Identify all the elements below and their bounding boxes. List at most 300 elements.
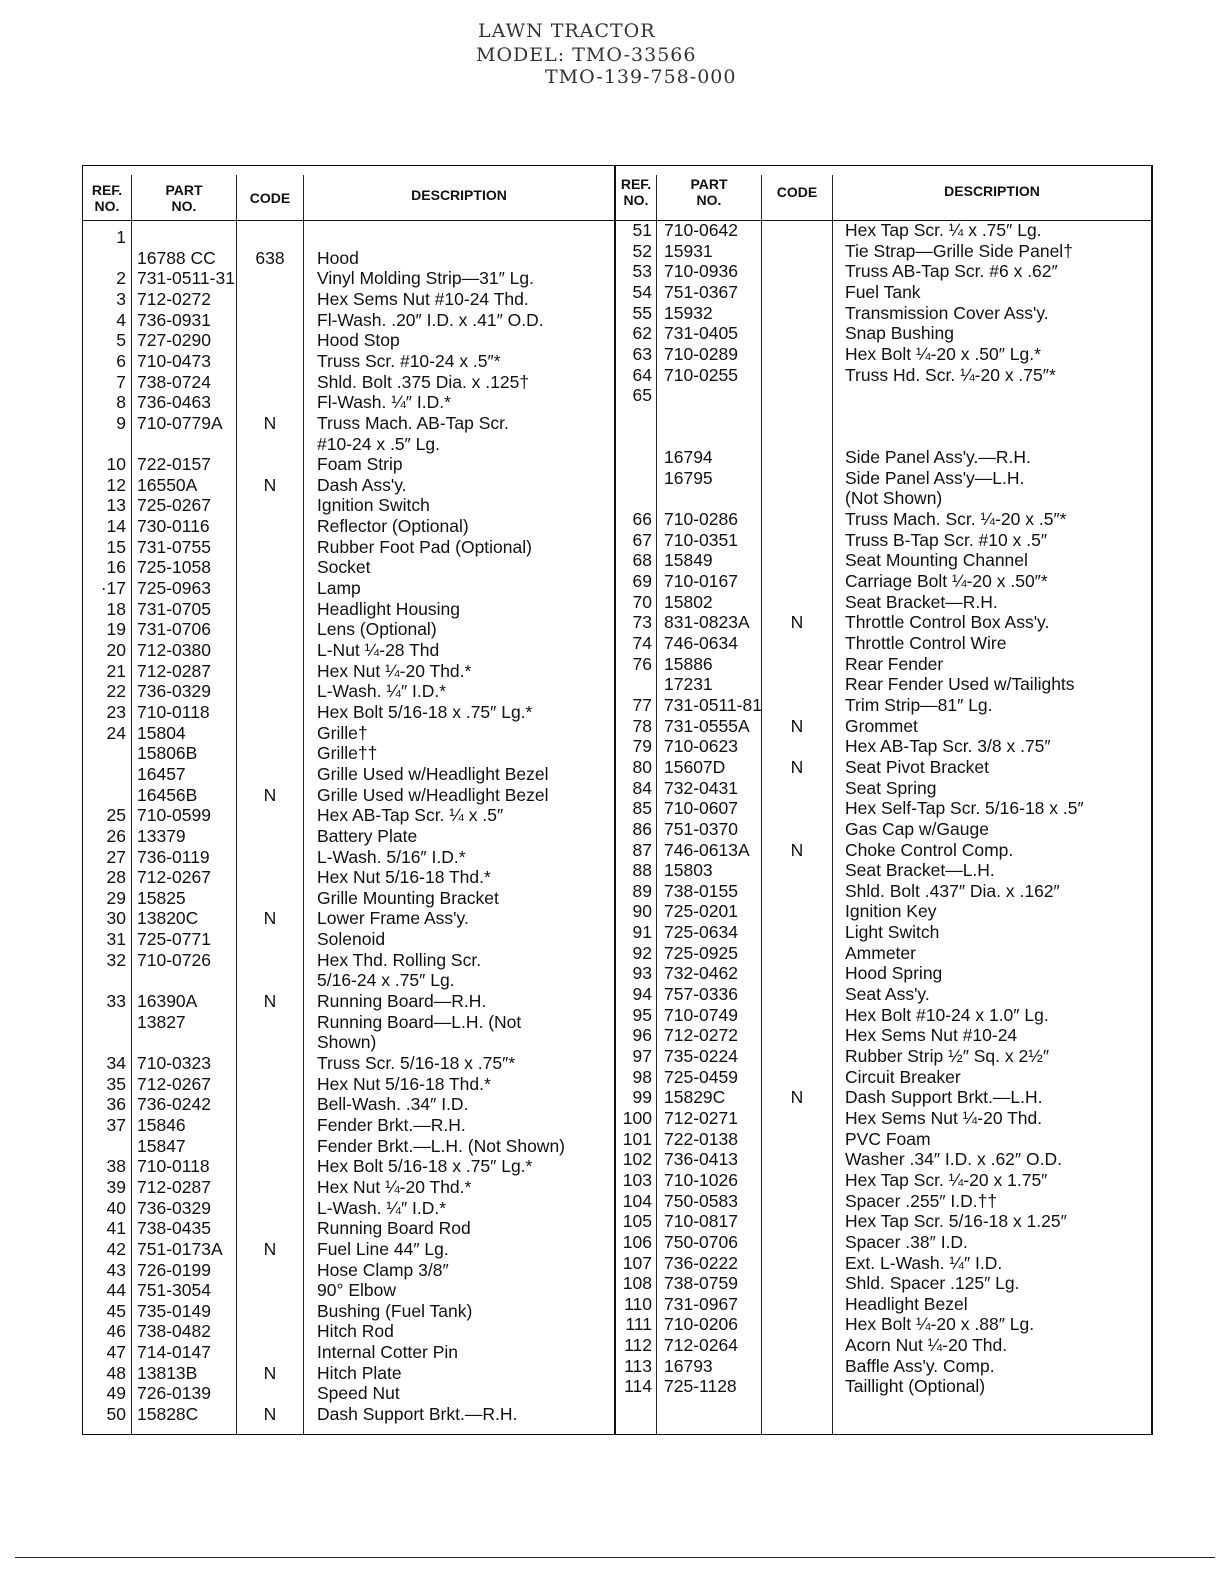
part-description: Hex Bolt #10-24 x 1.0″ Lg. — [845, 1004, 1049, 1025]
ref-number: 95 — [632, 1004, 652, 1025]
ref-number: 20 — [106, 640, 126, 660]
part-number: 731-0405 — [664, 323, 738, 344]
ref-number: 16 — [106, 557, 126, 578]
part-number: 710-0118 — [137, 701, 210, 722]
ref-number: 78 — [632, 715, 652, 736]
part-description: L-Nut ¼-28 Thd — [317, 640, 440, 660]
header-part-no — [657, 176, 761, 208]
part-number: 15804 — [137, 722, 186, 743]
part-number: 730-0116 — [137, 516, 210, 537]
header-description: DESCRIPTION — [944, 183, 1040, 199]
ref-number: 63 — [632, 343, 652, 364]
part-number: 13827 — [137, 1011, 186, 1032]
part-number: 725-1058 — [137, 557, 211, 578]
part-number: 15825 — [137, 887, 186, 908]
part-number: 736-0329 — [137, 681, 211, 702]
part-number: 736-0222 — [664, 1252, 738, 1273]
ref-number: 3 — [116, 288, 126, 309]
part-description: Ammeter — [845, 942, 916, 963]
part-number: 16457 — [137, 763, 186, 784]
part-number: 722-0138 — [664, 1128, 738, 1149]
part-number: 725-0925 — [664, 942, 738, 963]
part-description: Hex Bolt 5/16-18 x .75″ Lg.* — [317, 1156, 533, 1177]
ref-number: 53 — [632, 261, 652, 282]
ref-number: 87 — [632, 839, 652, 860]
header-ref-line1: REF. — [91, 182, 123, 198]
part-code: N — [263, 784, 277, 805]
part-description: PVC Foam — [845, 1128, 931, 1149]
part-description: Dash Support Brkt.—R.H. — [317, 1404, 518, 1425]
part-number: 710-0118 — [137, 1156, 210, 1177]
ref-number: 64 — [632, 364, 652, 385]
part-description: Hood Stop — [317, 330, 400, 351]
part-number: 726-0199 — [137, 1259, 211, 1280]
header-ref-no — [616, 176, 656, 208]
ref-number: 112 — [624, 1335, 652, 1356]
header-ref-line2: NO. — [94, 198, 120, 214]
part-code: N — [790, 839, 804, 860]
part-description: Seat Bracket—L.H. — [845, 860, 995, 881]
part-number: 710-0289 — [664, 343, 738, 364]
part-description: Acorn Nut ¼-20 Thd. — [845, 1335, 1008, 1356]
ref-number: 42 — [106, 1238, 126, 1259]
part-description: Hood — [317, 247, 359, 268]
part-number: 712-0380 — [137, 640, 211, 660]
doc-title: LAWN TRACTOR — [478, 20, 656, 42]
ref-number: 107 — [622, 1252, 652, 1273]
part-description: Dash Support Brkt.—L.H. — [845, 1087, 1043, 1108]
part-number: 710-0817 — [664, 1211, 738, 1232]
ref-number: 55 — [632, 302, 652, 323]
ref-number: 113 — [624, 1355, 652, 1376]
ref-number: 62 — [632, 323, 652, 344]
header-description: DESCRIPTION — [411, 187, 507, 203]
ref-number: 34 — [106, 1053, 126, 1073]
part-description: Hex Bolt ¼-20 x .88″ Lg. — [845, 1314, 1035, 1335]
ref-number: 74 — [632, 633, 652, 653]
ref-number: 77 — [632, 694, 652, 715]
part-number: 712-0287 — [137, 1176, 211, 1197]
part-description: Spacer .38″ I.D. — [845, 1231, 968, 1252]
part-description: Tie Strap—Grille Side Panel† — [845, 240, 1073, 261]
ref-number: 14 — [106, 516, 126, 537]
part-description: Fuel Tank — [845, 281, 921, 302]
part-description: Foam Strip — [317, 454, 403, 475]
header-ref-line2: NO. — [623, 192, 649, 208]
part-number: 738-0724 — [137, 371, 211, 392]
part-description: L-Wash. ¼″ I.D.* — [317, 1197, 447, 1218]
part-description: Hex AB-Tap Scr. 3/8 x .75″ — [845, 736, 1051, 757]
part-number: 710-0286 — [664, 509, 738, 530]
part-description: Hex Thd. Rolling Scr. — [317, 949, 482, 970]
part-code: N — [790, 715, 804, 736]
part-code: N — [263, 474, 277, 495]
ref-number: 9 — [116, 412, 126, 433]
ref-number: 48 — [106, 1362, 126, 1383]
part-number: 710-1026 — [664, 1169, 738, 1190]
part-description: Hose Clamp 3/8″ — [317, 1259, 449, 1280]
part-number: 16795 — [664, 467, 713, 488]
part-description: Ext. L-Wash. ¼″ I.D. — [845, 1252, 1003, 1273]
part-description: Truss Hd. Scr. ¼-20 x .75″* — [845, 364, 1056, 385]
ref-number: 10 — [106, 454, 126, 475]
part-description: 5/16-24 x .75″ Lg. — [317, 970, 455, 991]
ref-number: 24 — [106, 722, 126, 743]
part-number: 710-0607 — [664, 798, 738, 819]
part-description: Hex Tap Scr. ¼ x .75″ Lg. — [845, 220, 1042, 240]
part-code: N — [790, 612, 804, 633]
ref-number: 12 — [106, 474, 126, 495]
part-number: 710-0167 — [664, 571, 738, 592]
ref-number: 27 — [106, 846, 126, 867]
ref-number: 73 — [632, 612, 652, 633]
part-number: 738-0759 — [664, 1273, 738, 1294]
part-description: 90° Elbow — [317, 1280, 396, 1301]
page-bottom-rule — [15, 1557, 1215, 1558]
ref-number: 46 — [106, 1321, 126, 1342]
part-number: 750-0583 — [664, 1190, 738, 1211]
part-description: Dash Ass'y. — [317, 474, 407, 495]
part-description: Baffle Ass'y. Comp. — [845, 1355, 995, 1376]
ref-number: 19 — [106, 619, 126, 640]
part-number: 13379 — [137, 825, 186, 846]
part-description: Lower Frame Ass'y. — [317, 908, 469, 929]
part-description: Hex Self-Tap Scr. 5/16-18 x .5″ — [845, 798, 1084, 819]
part-number: 15886 — [664, 653, 713, 674]
part-description: Grille Used w/Headlight Bezel — [317, 763, 549, 784]
part-description: Shld. Bolt .437″ Dia. x .162″ — [845, 880, 1060, 901]
part-code: 638 — [255, 247, 285, 268]
part-description: Transmission Cover Ass'y. — [845, 302, 1049, 323]
part-number: 15828C — [137, 1404, 199, 1425]
part-number: 710-0726 — [137, 949, 211, 970]
part-description: Running Board—R.H. — [317, 991, 487, 1012]
ref-number: 37 — [106, 1114, 126, 1135]
ref-number: 41 — [106, 1218, 126, 1239]
header-part-no — [132, 182, 236, 214]
ref-number: 97 — [632, 1046, 652, 1066]
ref-number: 49 — [106, 1383, 126, 1404]
part-description: Seat Ass'y. — [845, 984, 930, 1005]
ref-number: 39 — [106, 1176, 126, 1197]
part-description: Hex Bolt 5/16-18 x .75″ Lg.* — [317, 701, 533, 722]
part-number: 712-0267 — [137, 1073, 211, 1094]
part-description: Fl-Wash. ¼″ I.D.* — [317, 392, 451, 413]
ref-number: 103 — [622, 1169, 652, 1190]
part-number: 16788 CC — [137, 247, 216, 268]
part-description: Vinyl Molding Strip—31″ Lg. — [317, 268, 534, 289]
col-divider — [303, 175, 304, 1435]
ref-number: 45 — [106, 1300, 126, 1321]
part-number: 731-0967 — [664, 1293, 738, 1314]
ref-number: 35 — [106, 1073, 126, 1094]
part-code: N — [263, 991, 277, 1012]
part-description: Carriage Bolt ¼-20 x .50″* — [845, 571, 1048, 592]
ref-number: 22 — [106, 681, 126, 702]
part-description: Speed Nut — [317, 1383, 400, 1404]
part-description: Truss Mach. AB-Tap Scr. — [317, 412, 509, 433]
part-description: Rear Fender Used w/Tailights — [845, 674, 1075, 695]
ref-number: 98 — [632, 1066, 652, 1087]
ref-number: 70 — [632, 591, 652, 612]
part-description: Lens (Optional) — [317, 619, 437, 640]
part-description: Running Board Rod — [317, 1218, 471, 1239]
part-description: Hex Sems Nut #10-24 Thd. — [317, 288, 529, 309]
part-number: 750-0706 — [664, 1231, 738, 1252]
part-description: Hex Nut ¼-20 Thd.* — [317, 1176, 472, 1197]
part-number: 731-0705 — [137, 598, 211, 619]
header-part-line2: NO. — [696, 192, 722, 208]
part-number: 16793 — [664, 1355, 713, 1376]
part-number: 15806B — [137, 743, 198, 764]
part-description: Fender Brkt.—L.H. (Not Shown) — [317, 1135, 565, 1156]
ref-number: 30 — [106, 908, 126, 929]
part-number: 746-0613A — [664, 839, 750, 860]
ref-number: 102 — [622, 1149, 652, 1170]
ref-number: 26 — [106, 825, 126, 846]
part-number: 732-0462 — [664, 963, 738, 984]
part-description: Ignition Key — [845, 901, 937, 922]
part-description: Hex Tap Scr. ¼-20 x 1.75″ — [845, 1169, 1048, 1190]
part-description: L-Wash. ¼″ I.D.* — [317, 681, 447, 702]
part-description: Choke Control Comp. — [845, 839, 1014, 860]
part-description: Seat Pivot Bracket — [845, 756, 989, 777]
part-number: 751-0173A — [137, 1238, 223, 1259]
header-part-line1: PART — [690, 176, 728, 192]
ref-number: 38 — [106, 1156, 126, 1177]
part-description: #10-24 x .5″ Lg. — [317, 433, 440, 454]
part-number: 714-0147 — [137, 1342, 211, 1363]
part-number: 727-0290 — [137, 330, 211, 351]
ref-number: 80 — [632, 756, 652, 777]
part-number: 725-0963 — [137, 578, 211, 599]
part-description: Seat Spring — [845, 777, 937, 798]
part-code: N — [263, 1404, 277, 1425]
ref-number: 33 — [106, 991, 126, 1012]
ref-number: 8 — [116, 392, 126, 413]
ref-number: 4 — [116, 309, 126, 330]
part-number: 731-0755 — [137, 536, 211, 557]
ref-number: 92 — [632, 942, 652, 963]
part-description: Shld. Bolt .375 Dia. x .125† — [317, 371, 530, 392]
part-number: 15829C — [664, 1087, 726, 1108]
header-part-line2: NO. — [171, 198, 197, 214]
part-number: 831-0823A — [664, 612, 750, 633]
part-number: 732-0431 — [664, 777, 738, 798]
ref-number: 106 — [622, 1231, 652, 1252]
part-description: Hex Nut 5/16-18 Thd.* — [317, 867, 491, 888]
part-description: Gas Cap w/Gauge — [845, 818, 989, 839]
part-description: Hex Nut ¼-20 Thd.* — [317, 660, 472, 681]
part-description: Hex Bolt ¼-20 x .50″ Lg.* — [845, 343, 1041, 364]
part-number: 725-0771 — [137, 929, 211, 950]
part-description: Grille Mounting Bracket — [317, 887, 499, 908]
part-description: Hex Sems Nut ¼-20 Thd. — [845, 1107, 1043, 1128]
part-number: 731-0555A — [664, 715, 750, 736]
ref-number: 89 — [632, 880, 652, 901]
ref-number: 5 — [116, 330, 126, 351]
part-description: Washer .34″ I.D. x .62″ O.D. — [845, 1149, 1062, 1170]
catalog-number: TMO-139-758-000 — [545, 66, 737, 88]
part-description: Shown) — [317, 1032, 377, 1053]
header-ref-no — [84, 182, 130, 214]
part-description: Reflector (Optional) — [317, 516, 469, 537]
part-number: 710-0351 — [664, 529, 738, 550]
part-number: 15803 — [664, 860, 713, 881]
part-number: 710-0206 — [664, 1314, 738, 1335]
part-description: Hood Spring — [845, 963, 943, 984]
ref-number: 104 — [622, 1190, 652, 1211]
part-number: 13813B — [137, 1362, 198, 1383]
ref-number: 1 — [116, 227, 126, 247]
ref-number: 84 — [632, 777, 652, 798]
part-number: 710-0473 — [137, 350, 211, 371]
ref-number: 36 — [106, 1094, 126, 1115]
part-description: Side Panel Ass'y—L.H. — [845, 467, 1025, 488]
ref-number: 67 — [632, 529, 652, 550]
part-number: 712-0264 — [664, 1335, 738, 1356]
col-divider — [131, 175, 132, 1435]
header-code: CODE — [776, 184, 818, 200]
part-description: Trim Strip—81″ Lg. — [845, 694, 993, 715]
part-number: 712-0267 — [137, 867, 211, 888]
part-description: Truss Scr. #10-24 x .5″* — [317, 350, 501, 371]
part-number: 16550A — [137, 474, 198, 495]
part-description: Truss Scr. 5/16-18 x .75″* — [317, 1053, 516, 1073]
part-number: 735-0224 — [664, 1046, 738, 1066]
ref-number: 6 — [116, 350, 126, 371]
part-number: 15802 — [664, 591, 713, 612]
ref-number: 105 — [622, 1211, 652, 1232]
part-description: Throttle Control Wire — [845, 633, 1007, 653]
part-number: 736-0463 — [137, 392, 211, 413]
ref-number: 91 — [632, 922, 652, 943]
ref-number: 54 — [632, 281, 652, 302]
part-description: Rubber Strip ½″ Sq. x 2½″ — [845, 1046, 1050, 1066]
part-number: 731-0706 — [137, 619, 211, 640]
part-number: 736-0413 — [664, 1149, 738, 1170]
ref-number: 28 — [106, 867, 126, 888]
ref-number: 79 — [632, 736, 652, 757]
part-description: Headlight Bezel — [845, 1293, 968, 1314]
part-description: Seat Bracket—R.H. — [845, 591, 998, 612]
ref-number: 90 — [632, 901, 652, 922]
part-code: N — [263, 908, 277, 929]
part-number: 15607D — [664, 756, 726, 777]
part-number: 736-0931 — [137, 309, 211, 330]
part-number: 736-0119 — [137, 846, 210, 867]
ref-number: 99 — [632, 1087, 652, 1108]
ref-number: 23 — [106, 701, 126, 722]
part-number: 725-0459 — [664, 1066, 738, 1087]
ref-number: 43 — [106, 1259, 126, 1280]
part-number: 15846 — [137, 1114, 186, 1135]
ref-number: 7 — [116, 371, 126, 392]
part-number: 751-3054 — [137, 1280, 211, 1301]
part-number: 712-0287 — [137, 660, 211, 681]
part-number: 710-0749 — [664, 1004, 738, 1025]
part-description: L-Wash. 5/16″ I.D.* — [317, 846, 466, 867]
part-number: 736-0242 — [137, 1094, 211, 1115]
part-number: 16456B — [137, 784, 198, 805]
ref-number: 31 — [106, 929, 126, 950]
part-number: 15931 — [664, 240, 713, 261]
part-description: Rubber Foot Pad (Optional) — [317, 536, 532, 557]
part-description: Grille Used w/Headlight Bezel — [317, 784, 549, 805]
ref-number: 52 — [632, 240, 652, 261]
part-description: Rear Fender — [845, 653, 944, 674]
part-description: Fl-Wash. .20″ I.D. x .41″ O.D. — [317, 309, 544, 330]
part-description: Seat Mounting Channel — [845, 550, 1028, 571]
ref-number: 65 — [632, 385, 652, 406]
part-description: Grille†† — [317, 743, 378, 764]
ref-number: 47 — [106, 1342, 126, 1363]
part-description: Hex Tap Scr. 5/16-18 x 1.25″ — [845, 1211, 1067, 1232]
ref-number: 13 — [106, 495, 126, 516]
part-description: Circuit Breaker — [845, 1066, 961, 1087]
part-number: 725-0267 — [137, 495, 211, 516]
part-code: N — [263, 1362, 277, 1383]
part-code: N — [790, 1087, 804, 1108]
part-description: (Not Shown) — [845, 488, 943, 509]
part-description: Shld. Spacer .125″ Lg. — [845, 1273, 1020, 1294]
part-number: 712-0272 — [137, 288, 211, 309]
part-description: Side Panel Ass'y.—R.H. — [845, 447, 1031, 468]
part-description: Taillight (Optional) — [845, 1376, 986, 1397]
part-description: Truss B-Tap Scr. #10 x .5″ — [845, 529, 1048, 550]
ref-number: ·17 — [100, 578, 126, 599]
part-description: Light Switch — [845, 922, 940, 943]
part-number: 725-0201 — [664, 901, 738, 922]
ref-number: 94 — [632, 984, 652, 1005]
part-description: Hex Sems Nut #10-24 — [845, 1025, 1018, 1046]
part-description: Truss Mach. Scr. ¼-20 x .5″* — [845, 509, 1067, 530]
part-number: 710-0323 — [137, 1053, 211, 1073]
part-description: Ignition Switch — [317, 495, 430, 516]
part-number: 16390A — [137, 991, 198, 1012]
part-description: Hex AB-Tap Scr. ¼ x .5″ — [317, 805, 504, 826]
part-description: Running Board—L.H. (Not — [317, 1011, 522, 1032]
part-number: 712-0272 — [664, 1025, 738, 1046]
part-code: N — [790, 756, 804, 777]
part-description: Bushing (Fuel Tank) — [317, 1300, 473, 1321]
part-number: 725-0634 — [664, 922, 738, 943]
ref-number: 101 — [622, 1128, 652, 1149]
part-description: Solenoid — [317, 929, 386, 950]
ref-number: 111 — [625, 1314, 652, 1335]
ref-number: 2 — [116, 268, 126, 289]
ref-number: 69 — [632, 571, 652, 592]
part-description: Bell-Wash. .34″ I.D. — [317, 1094, 469, 1115]
part-code: N — [263, 412, 277, 433]
ref-number: 86 — [632, 818, 652, 839]
header-code: CODE — [249, 190, 291, 206]
part-description: Truss AB-Tap Scr. #6 x .62″ — [845, 261, 1058, 282]
part-description: Throttle Control Box Ass'y. — [845, 612, 1050, 633]
part-number: 710-0255 — [664, 364, 738, 385]
col-divider — [761, 175, 762, 1435]
part-number: 710-0936 — [664, 261, 738, 282]
part-number: 738-0482 — [137, 1321, 211, 1342]
ref-number: 18 — [106, 598, 126, 619]
ref-number: 25 — [106, 805, 126, 826]
header-part-line1: PART — [165, 182, 203, 198]
part-number: 751-0370 — [664, 818, 738, 839]
part-number: 731-0511-31 — [137, 268, 235, 289]
part-number: 738-0155 — [664, 880, 738, 901]
part-number: 17231 — [664, 674, 713, 695]
ref-number: 108 — [622, 1273, 652, 1294]
